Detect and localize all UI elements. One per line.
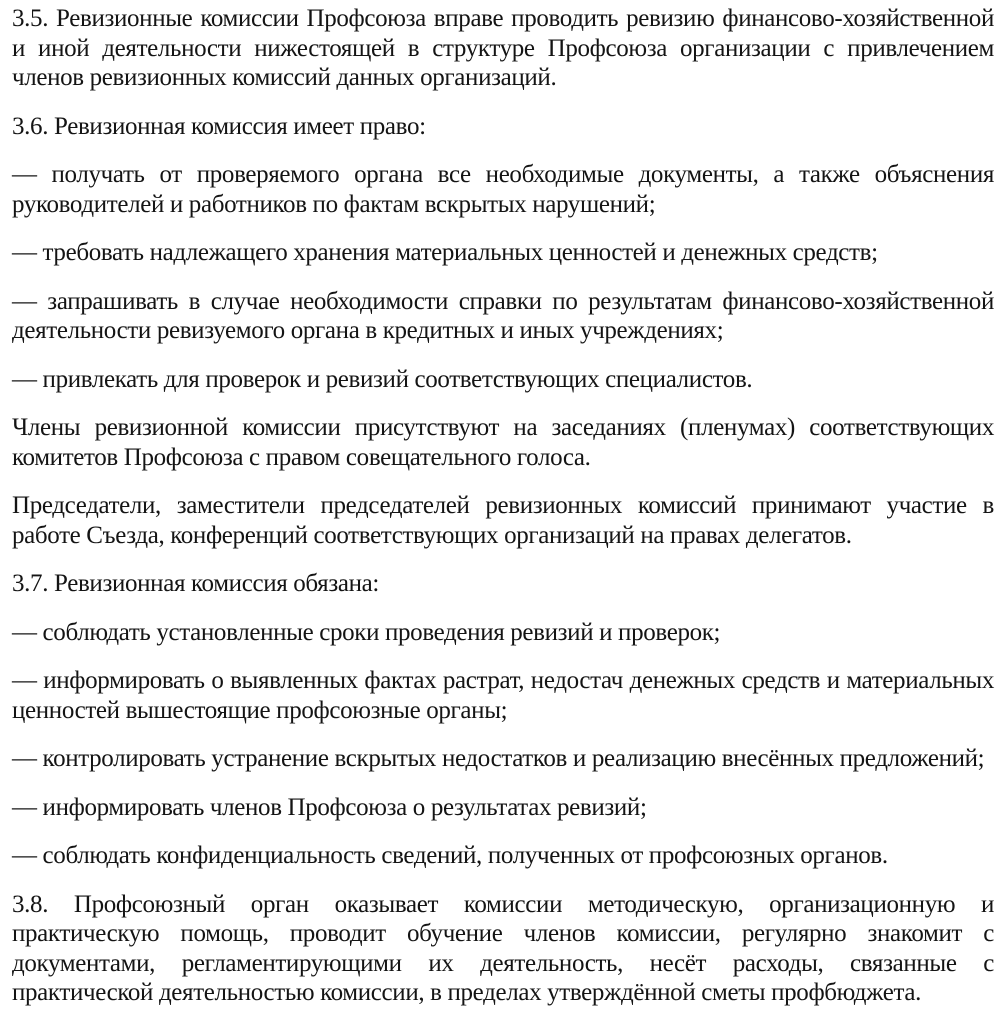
list-item-obtain-documents: — получать от проверяемого органа все необходимые документы, а также объяснения руководителей и работников по фактам вскрытых нарушений; xyxy=(12,161,994,218)
paragraph-3-8: 3.8. Профсоюзный орган оказывает комиссии методическую, организационную и практическую помощь, проводит обучение членов комиссии, регулярно знакомит с документами, регламентирующими их деятельность, несёт расходы, связанные с практической деятельностью комиссии, в пределах утверждённой сметы профбюджета. xyxy=(12,890,994,1006)
list-item-require-storage: — требовать надлежащего хранения материальных ценностей и денежных средств; xyxy=(12,239,878,266)
document-page xyxy=(12,4,994,1027)
list-item-inform-members: — информировать членов Профсоюза о результатах ревизий; xyxy=(12,793,647,821)
list-item-involve-specialists: — привлекать для проверок и ревизий соответствующих специалистов. xyxy=(12,365,753,393)
list-item-observe-deadlines: — соблюдать установленные сроки проведения ревизий и проверок; xyxy=(12,618,721,646)
paragraph-3-5: 3.5. Ревизионные комиссии Профсоюза вправе проводить ревизию финансово-хозяйственной и иной деятельности нижестоящей в структуре Профсоюза организации с привлечением членов ревизионных комиссий данных организаций. xyxy=(12,5,994,91)
paragraph-chairmen-participate: Председатели, заместители председателей ревизионных комиссий принимают участие в работе Съезда, конференций соответствующих организаций на правах делегатов. xyxy=(12,492,994,549)
paragraph-3-7-heading: 3.7. Ревизионная комиссия обязана: xyxy=(12,570,379,597)
list-item-confidentiality: — соблюдать конфиденциальность сведений, полученных от профсоюзных органов. xyxy=(12,842,888,869)
list-item-request-references: — запрашивать в случае необходимости справки по результатам финансово-хозяйственной деятельности ревизуемого органа в кредитных и иных учреждениях; xyxy=(12,287,994,344)
list-item-inform-bodies: — информировать о выявленных фактах растрат, недостач денежных средств и материальных ценностей вышестоящие профсоюзные органы; xyxy=(12,667,994,724)
paragraph-members-attend: Члены ревизионной комиссии присутствуют на заседаниях (пленумах) соответствующих комитетов Профсоюза с правом совещательного голоса. xyxy=(12,414,994,471)
list-item-control-elimination: — контролировать устранение вскрытых недостатков и реализацию внесённых предложений; xyxy=(12,745,985,772)
paragraph-3-6-heading: 3.6. Ревизионная комиссия имеет право: xyxy=(12,112,426,140)
